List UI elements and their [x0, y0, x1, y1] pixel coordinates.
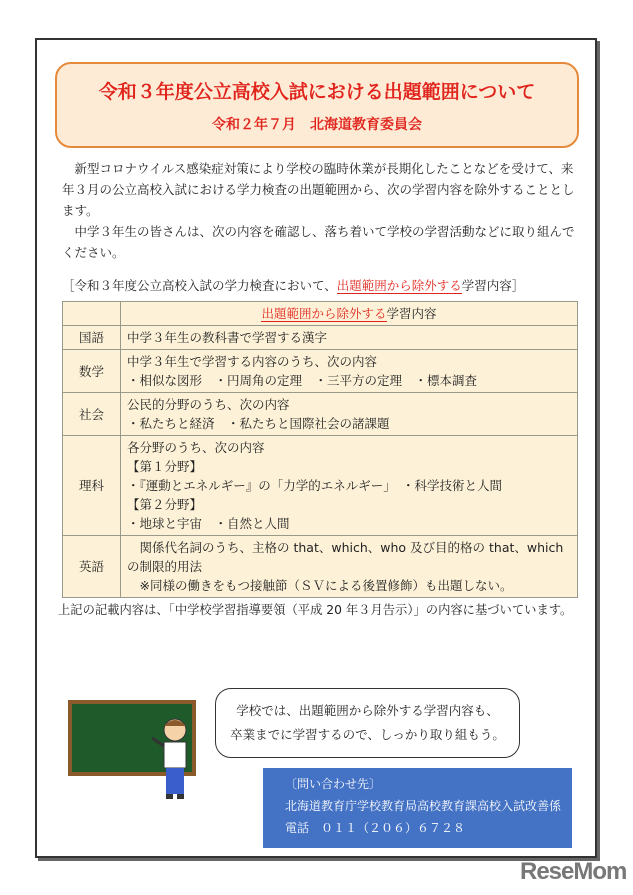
- content-line: ・相似な図形 ・円周角の定理 ・三平方の定理 ・標本調査: [127, 373, 478, 388]
- content-line: 各分野のうち、次の内容: [127, 440, 265, 455]
- content-cell: [121, 436, 578, 536]
- page-title: 令和３年度公立高校入試における出題範囲について: [98, 81, 536, 103]
- content-cell: [121, 536, 578, 598]
- excluded-content-table: [62, 301, 578, 598]
- table-row: [63, 350, 578, 393]
- content-line: ・私たちと経済 ・私たちと国際社会の諸課題: [127, 416, 390, 431]
- subject-cell: 社会: [63, 393, 121, 436]
- resemom-logo: ReseMom: [520, 858, 627, 885]
- subject-cell: 理科: [63, 436, 121, 536]
- subject-cell: 国語: [63, 326, 121, 350]
- page-subtitle: 令和２年７月 北海道教育委員会: [212, 117, 422, 133]
- content-line: ・『運動とエネルギー』の「力学的エネルギー」 ・科学技術と人間: [127, 478, 503, 493]
- student-illustration: [150, 716, 200, 806]
- table-row: [63, 326, 578, 350]
- table-caption: [62, 277, 578, 295]
- content-line: 【第１分野】: [127, 459, 203, 474]
- bubble-line: 卒業までに学習するので、しっかり取り組もう。: [230, 727, 505, 742]
- header-text: 学習内容: [386, 306, 437, 321]
- subject-cell: 数学: [63, 350, 121, 393]
- header-highlight: 出題範囲から除外する: [261, 306, 387, 321]
- title-box: [55, 62, 579, 148]
- content-line: 中学３年生で学習する内容のうち、次の内容: [127, 354, 378, 369]
- content-line: 【第２分野】: [127, 497, 203, 512]
- table-row: [63, 436, 578, 536]
- contact-org: 北海道教育庁学校教育局高校教育課高校入試改善係: [285, 799, 562, 813]
- contact-box: [263, 768, 572, 848]
- source-note: 上記の記載内容は、「中学校学習指導要領（平成 20 年３月告示）」の内容に基づいています。: [58, 603, 573, 617]
- contact-label: 〔問い合わせ先〕: [285, 777, 382, 791]
- content-cell: [121, 350, 578, 393]
- content-line: 関係代名詞のうち、主格の that、which、who 及び目的格の that、which の制限的用法: [127, 540, 564, 574]
- speech-bubble: [215, 688, 520, 758]
- table-row: [63, 536, 578, 598]
- caption-text: ［令和３年度公立高校入試の学力検査において、: [62, 278, 337, 293]
- main-content: [58, 158, 578, 619]
- content-line: 中学３年生の教科書で学習する漢字: [127, 330, 328, 345]
- content-cell: [121, 393, 578, 436]
- table-header-row: [63, 302, 578, 326]
- content-line: ・地球と宇宙 ・自然と人間: [127, 516, 290, 531]
- subject-cell: 英語: [63, 536, 121, 598]
- content-line: 公民的分野のうち、次の内容: [127, 397, 290, 412]
- content-cell: [121, 326, 578, 350]
- table-row: [63, 393, 578, 436]
- caption-text: 学習内容］: [461, 278, 525, 293]
- intro-text: [62, 158, 578, 263]
- caption-highlight: 出題範囲から除外する: [336, 278, 462, 293]
- contact-phone: 電話 ０１１（２０６）６７２８: [285, 821, 466, 835]
- intro-paragraph: 新型コロナウイルス感染症対策により学校の臨時休業が長期化したことなどを受けて、来年３月の公立高校入試における学力検査の出題範囲から、次の学習内容を除外することとします。: [62, 161, 575, 218]
- bubble-line: 学校では、出題範囲から除外する学習内容も、: [236, 703, 499, 718]
- content-line: ※同様の働きをもつ接触節（ＳＶによる後置修飾）も出題しない。: [127, 578, 513, 593]
- intro-paragraph: 中学３年生の皆さんは、次の内容を確認し、落ち着いて学校の学習活動などに取り組んでください。: [62, 224, 575, 260]
